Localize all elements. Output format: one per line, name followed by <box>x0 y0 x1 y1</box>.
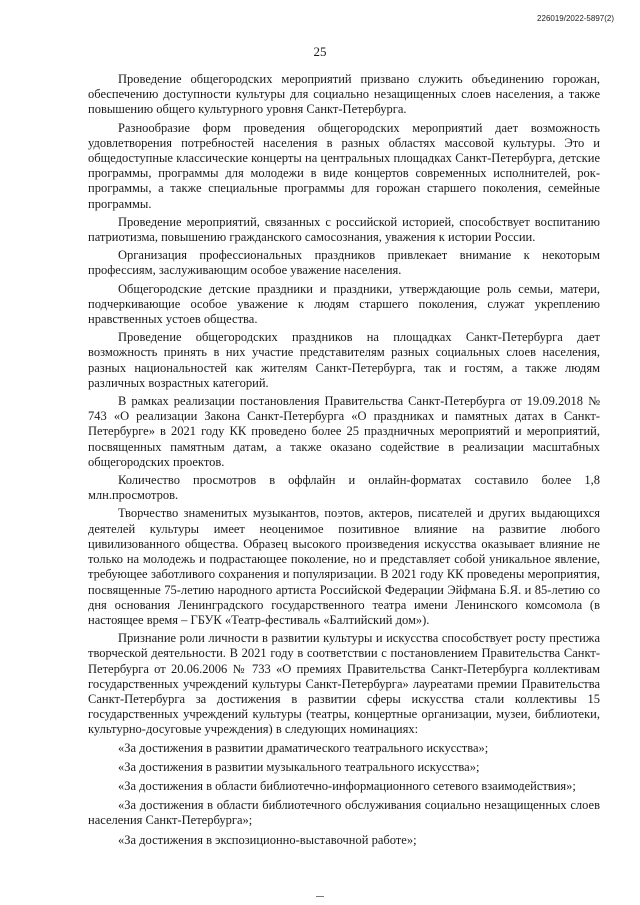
page-bottom-mark <box>316 896 324 900</box>
paragraph: Творчество знаменитых музыкантов, поэтов, актеров, писателей и других выдающихся деятелей культуры имеет неоценимое позитивное влияние на развитие любого цивилизованного общества. Образец высокого произведения искусства оказывает влияние не только на молодежь и подрастающее поколение, но и представляет собой уникальное явление, требующее заботливого сохранения и популяризации. В 2021 году КК проведены мероприятия, посвященные 75-летию народного артиста Российской Федерации Эйфмана Б.Я. и 85-летию со дня основания Ленинградского государственного театра имени Ленинского комсомола (в настоящее время – ГБУК «Театр-фестиваль «Балтийский дом»). <box>88 506 600 627</box>
nomination-item: «За достижения в области библиотечно-информационного сетевого взаимодействия»; <box>118 778 576 793</box>
paragraph: Количество просмотров в оффлайн и онлайн-форматах составило более 1,8 млн.просмотров. <box>88 473 600 503</box>
paragraph: Признание роли личности в развитии культуры и искусства способствует росту престижа творческой деятельности. В 2021 году в соответствии с постановлением Правительства Санкт-Петербурга от 20.06.2006 № 733 «О премиях Правительства Санкт-Петербурга коллективам государственных учреждений культуры Санкт-Петербурга» лауреатами премии Правительства Санкт-Петербурга за достижения в развитии сферы искусства стали коллективы 15 государственных учреждений культуры (театры, концертные организации, музеи, библиотеки, культурно-досуговые учреждения) в следующих номинациях: <box>88 631 600 737</box>
document-body <box>88 72 600 852</box>
nomination-item: «За достижения в области библиотечного обслуживания социально незащищенных слоев населения Санкт-Петербурга»; <box>88 798 600 828</box>
document-registration-number: 226019/2022-5897(2) <box>537 14 614 23</box>
paragraph: Проведение мероприятий, связанных с российской историей, способствует воспитанию патриотизма, повышению гражданского самосознания, уважения к истории России. <box>88 214 600 245</box>
nomination-item: «За достижения в развитии драматического театрального искусства»; <box>118 740 489 755</box>
paragraph: Разнообразие форм проведения общегородских мероприятий дает возможность удовлетворения потребностей населения в разных областях массовой культуры. Это и общедоступные классические концерты на центральных площадках Санкт-Петербурга, детские программы, программы для молодежи в виде концертов современных исполнителей, рок-программы, а также специальные программы для горожан старшего поколения, семейные программы. <box>88 120 600 211</box>
paragraph: Общегородские детские праздники и праздники, утверждающие роль семьи, матери, подчеркивающие особое уважение к людям старшего поколения, служат укреплению нравственных устоев общества. <box>88 281 600 327</box>
nomination-item: «За достижения в развитии музыкального театрального искусства»; <box>118 759 480 774</box>
paragraph: Проведение общегородских праздников на площадках Санкт-Петербурга дает возможность принять в них участие представителям разных социальных слоев населения, разных национальностей как жителям Санкт-Петербурга, так и гостям, а также людям различных возрастных категорий. <box>88 330 600 390</box>
nomination-item: «За достижения в экспозиционно-выставочной работе»; <box>118 832 417 847</box>
page-number: 25 <box>313 44 327 59</box>
paragraph: Организация профессиональных праздников привлекает внимание к некоторым профессиям, заслуживающим особое уважение населения. <box>88 248 600 278</box>
paragraph: В рамках реализации постановления Правительства Санкт-Петербурга от 19.09.2018 № 743 «О реализации Закона Санкт-Петербурга «О праздниках и памятных датах в Санкт-Петербурге» в 2021 году КК проведено более 25 праздничных мероприятий и мероприятий, посвященных памятным датам, а также оказано содействие в реализации масштабных общегородских проектов. <box>88 394 600 469</box>
paragraph: Проведение общегородских мероприятий призвано служить объединению горожан, обеспечению доступности культуры для социально незащищенных слоев населения, а также повышению общего культурного уровня Санкт-Петербурга. <box>88 72 600 117</box>
